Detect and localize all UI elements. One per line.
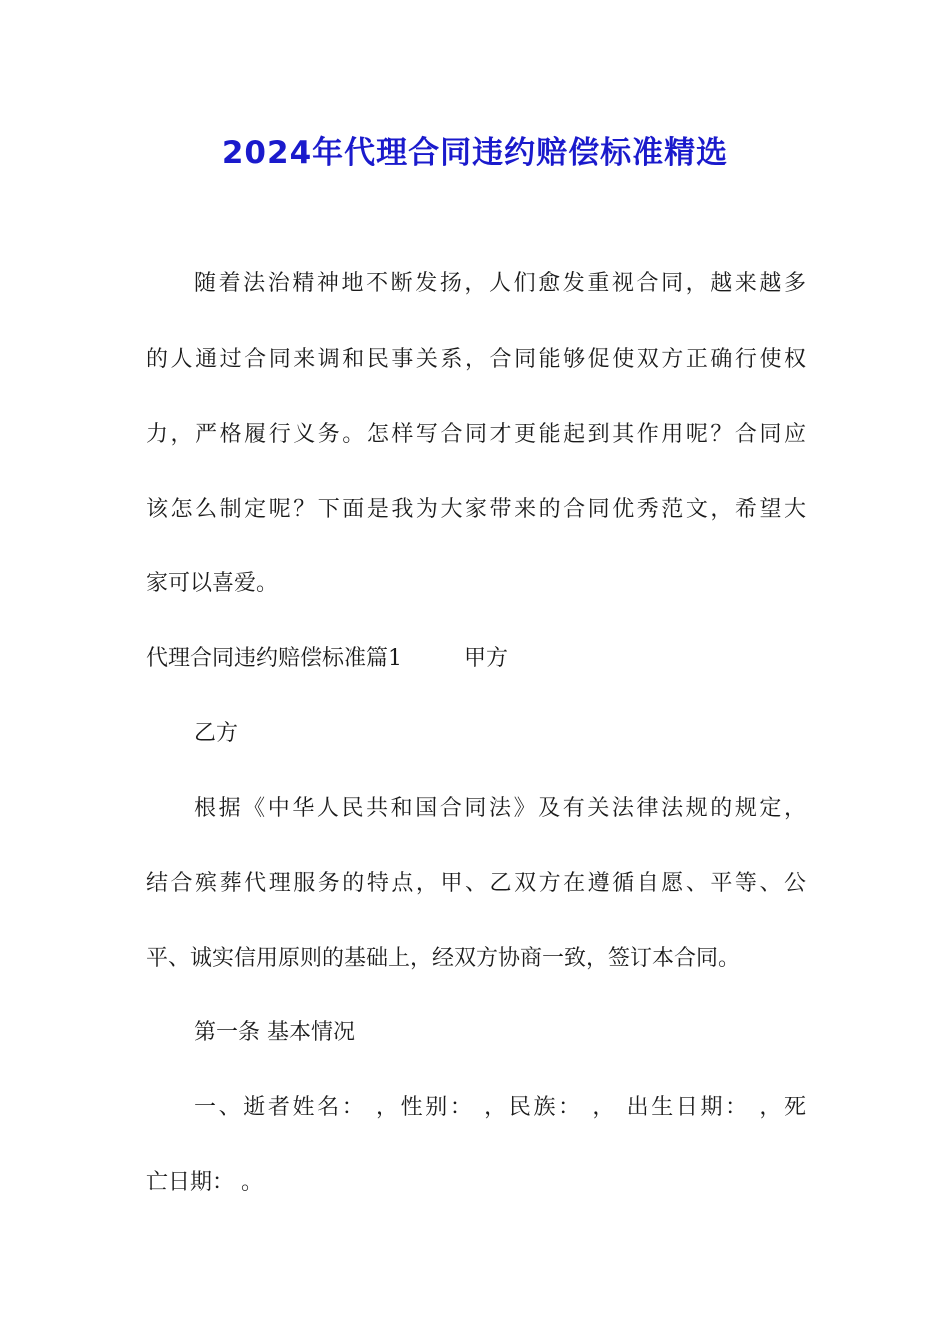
- article-1-heading: 第一条 基本情况: [194, 1020, 355, 1045]
- basis-line-1: 根据《中华人民共和国合同法》及有关法律法规的规定，: [194, 796, 806, 821]
- intro-line-4: 该怎么制定呢？下面是我为大家带来的合同优秀范文，希望大: [146, 497, 806, 522]
- party-b-label: 乙方: [194, 721, 239, 746]
- deceased-line-2: 亡日期： 。: [146, 1170, 263, 1195]
- basis-line-2: 结合殡葬代理服务的特点，甲、乙双方在遵循自愿、平等、公: [146, 871, 806, 896]
- intro-line-5: 家可以喜爱。: [146, 571, 279, 596]
- intro-line-3: 力，严格履行义务。怎样写合同才更能起到其作用呢？合同应: [146, 422, 806, 447]
- section-heading: 代理合同违约赔偿标准篇1: [146, 646, 402, 671]
- basis-line-3: 平、诚实信用原则的基础上，经双方协商一致，签订本合同。: [146, 946, 741, 971]
- section-heading-row: [146, 641, 806, 677]
- intro-line-2: 的人通过合同来调和民事关系，合同能够促使双方正确行使权: [146, 347, 806, 372]
- party-a-label: 甲方: [464, 646, 509, 671]
- document-title: 2024年代理合同违约赔偿标准精选: [221, 135, 729, 171]
- intro-line-1: 随着法治精神地不断发扬，人们愈发重视合同，越来越多: [194, 271, 806, 296]
- deceased-line-1: 一、逝者姓名： ，性别： ，民族： ， 出生日期： ，死: [194, 1095, 806, 1120]
